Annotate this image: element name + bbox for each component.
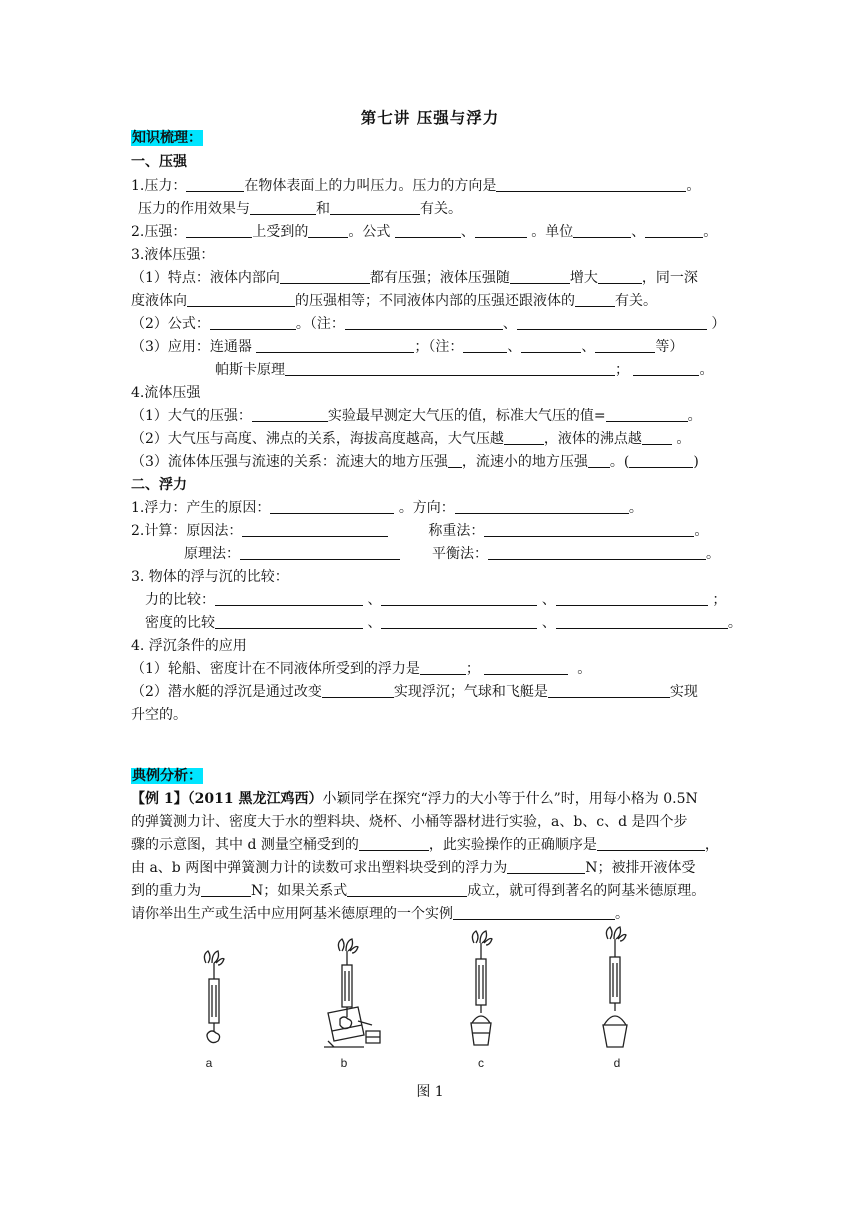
fill-in-blank <box>588 453 610 468</box>
fill-in-blank <box>484 522 694 537</box>
fill-in-blank <box>242 522 388 537</box>
heading-pressure: 一、压强 <box>131 154 187 170</box>
fill-in-blank <box>256 338 414 353</box>
fill-in-blank <box>240 545 400 560</box>
example-1-line6: 请你举出生产或生活中应用阿基米德原理的一个实例 。 <box>131 906 629 922</box>
item-pressure-force: 1.压力： 在物体表面上的力叫压力。压力的方向是 。 <box>131 178 701 194</box>
fill-in-blank <box>250 200 316 215</box>
fluid-altitude: （2）大气压与高度、沸点的关系，海拔高度越高，大气压越 ，液体的沸点越 。 <box>131 431 691 447</box>
fill-in-blank <box>484 660 568 675</box>
fill-in-blank <box>507 859 585 874</box>
heading-buoyancy: 二、浮力 <box>131 477 187 493</box>
section-heading-examples: 典例分析： <box>132 768 202 784</box>
liquid-features-line2: 度液体向 的压强相等；不同液体内部的压强还跟液体的 有关。 <box>131 293 657 309</box>
fill-in-blank <box>517 315 707 330</box>
fill-in-blank <box>280 269 370 284</box>
section-heading-knowledge: 知识梳理： <box>132 130 202 146</box>
fill-in-blank <box>645 223 703 238</box>
fill-in-blank <box>510 269 570 284</box>
fill-in-blank <box>629 453 693 468</box>
fill-in-blank <box>598 269 642 284</box>
submarine-line1: （2）潜水艇的浮沉是通过改变 实现浮沉；气球和飞艇是 实现 <box>131 684 698 700</box>
force-compare: 力的比较： 、 、 ； <box>145 592 727 608</box>
buoyancy-calc-2: 原理法： 平衡法： 。 <box>184 546 720 562</box>
fill-in-blank <box>606 407 688 422</box>
figure-caption: 图 1 <box>416 1084 444 1100</box>
fill-in-blank <box>252 407 328 422</box>
fill-in-blank <box>488 545 706 560</box>
blank-2 <box>496 177 686 192</box>
fill-in-blank <box>595 338 655 353</box>
spring-scale-d-icon <box>603 927 627 1047</box>
spring-scale-a-icon <box>204 951 224 1043</box>
item-pressure-effect: 压力的作用效果与 和 有关。 <box>138 201 462 217</box>
figure-label-a: a <box>205 1056 213 1070</box>
fill-in-blank <box>381 614 537 629</box>
page-title: 第七讲 压强与浮力 <box>360 108 500 127</box>
fill-in-blank <box>633 361 699 376</box>
item-pressure-definition: 2.压强： 上受到的 。公式 、 。单位 、 。 <box>131 224 718 240</box>
figure-1-illustration <box>180 925 660 1080</box>
fill-in-blank <box>395 223 461 238</box>
example-1-line1: 【例 1】（2011 黑龙江鸡西）小颖同学在探究“浮力的大小等于什么”时，用每小格为 0.5N <box>131 791 698 807</box>
liquid-formula: （2）公式： 。（注： 、 ） <box>131 316 726 332</box>
figure-label-d: d <box>613 1056 621 1070</box>
fill-in-blank <box>556 591 708 606</box>
fill-in-blank <box>475 223 527 238</box>
fill-in-blank <box>270 499 394 514</box>
fill-in-blank <box>345 315 503 330</box>
liquid-features-line1: （1）特点：液体内部向 都有压强；液体压强随 增大 ，同一深 <box>131 270 698 286</box>
fill-in-blank <box>215 591 363 606</box>
fill-in-blank <box>463 338 507 353</box>
fill-in-blank <box>548 683 670 698</box>
fill-in-blank <box>210 315 296 330</box>
fill-in-blank <box>420 660 466 675</box>
spring-scale-c-icon <box>471 931 492 1045</box>
fill-in-blank <box>347 882 467 897</box>
fill-in-blank <box>455 499 629 514</box>
fill-in-blank <box>453 905 615 920</box>
density-compare: 密度的比较 、 、 。 <box>145 615 742 631</box>
figure-label-c: c <box>478 1056 484 1070</box>
example-1-line5: 到的重力为 N；如果关系式 成立，就可得到著名的阿基米德原理。 <box>131 883 706 899</box>
liquid-application-vessel: （3）应用：连通器 ；（注： 、 、 等） <box>131 339 684 355</box>
example-1-line4: 由 a、b 两图中弹簧测力计的读数可求出塑料块受到的浮力为 N；被排开液体受 <box>131 860 696 876</box>
blank-1 <box>186 177 244 192</box>
item-fluid-pressure: 4.流体压强 <box>131 385 201 401</box>
fill-in-blank <box>504 430 544 445</box>
submarine-line2: 升空的。 <box>131 707 187 723</box>
fill-in-blank <box>597 836 705 851</box>
buoyancy-cause: 1.浮力：产生的原因： 。方向： 。 <box>131 500 643 516</box>
fill-in-blank <box>359 836 429 851</box>
fluid-atmospheric: （1）大气的压强： 实验最早测定大气压的值，标准大气压的值= 。 <box>131 408 702 424</box>
fill-in-blank <box>448 453 462 468</box>
fill-in-blank <box>187 292 295 307</box>
fill-in-blank <box>381 591 537 606</box>
fill-in-blank <box>322 683 394 698</box>
fill-in-blank <box>308 223 348 238</box>
fill-in-blank <box>573 223 631 238</box>
liquid-application-pascal: 帕斯卡原理 ； 。 <box>215 362 714 378</box>
item-liquid-pressure: 3.液体压强： <box>131 247 215 263</box>
buoyancy-calc-1: 2.计算：原因法： 称重法： 。 <box>131 523 709 539</box>
fill-in-blank <box>215 614 363 629</box>
fill-in-blank <box>575 292 615 307</box>
spring-scale-b-icon <box>324 939 380 1047</box>
fill-in-blank <box>186 223 252 238</box>
fill-in-blank <box>285 361 615 376</box>
ship-density-meter: （1）轮船、密度计在不同液体所受到的浮力是 ； 。 <box>131 661 592 677</box>
example-1-line2: 的弹簧测力计、密度大于水的塑料块、烧杯、小桶等器材进行实验，a、b、c、d 是四个步 <box>131 814 688 830</box>
fill-in-blank <box>330 200 420 215</box>
float-sink-compare: 3. 物体的浮与沉的比较： <box>131 569 289 585</box>
figure-label-b: b <box>340 1056 348 1070</box>
fill-in-blank <box>642 430 672 445</box>
float-application: 4. 浮沉条件的应用 <box>131 638 247 654</box>
fluid-speed: （3）流体体压强与流速的关系：流速大的地方压强 ，流速小的地方压强 。( ) <box>131 454 699 470</box>
example-1-line3: 骤的示意图，其中 d 测量空桶受到的 ，此实验操作的正确顺序是 ， <box>131 837 719 853</box>
fill-in-blank <box>521 338 581 353</box>
fill-in-blank <box>201 882 251 897</box>
fill-in-blank <box>556 614 728 629</box>
